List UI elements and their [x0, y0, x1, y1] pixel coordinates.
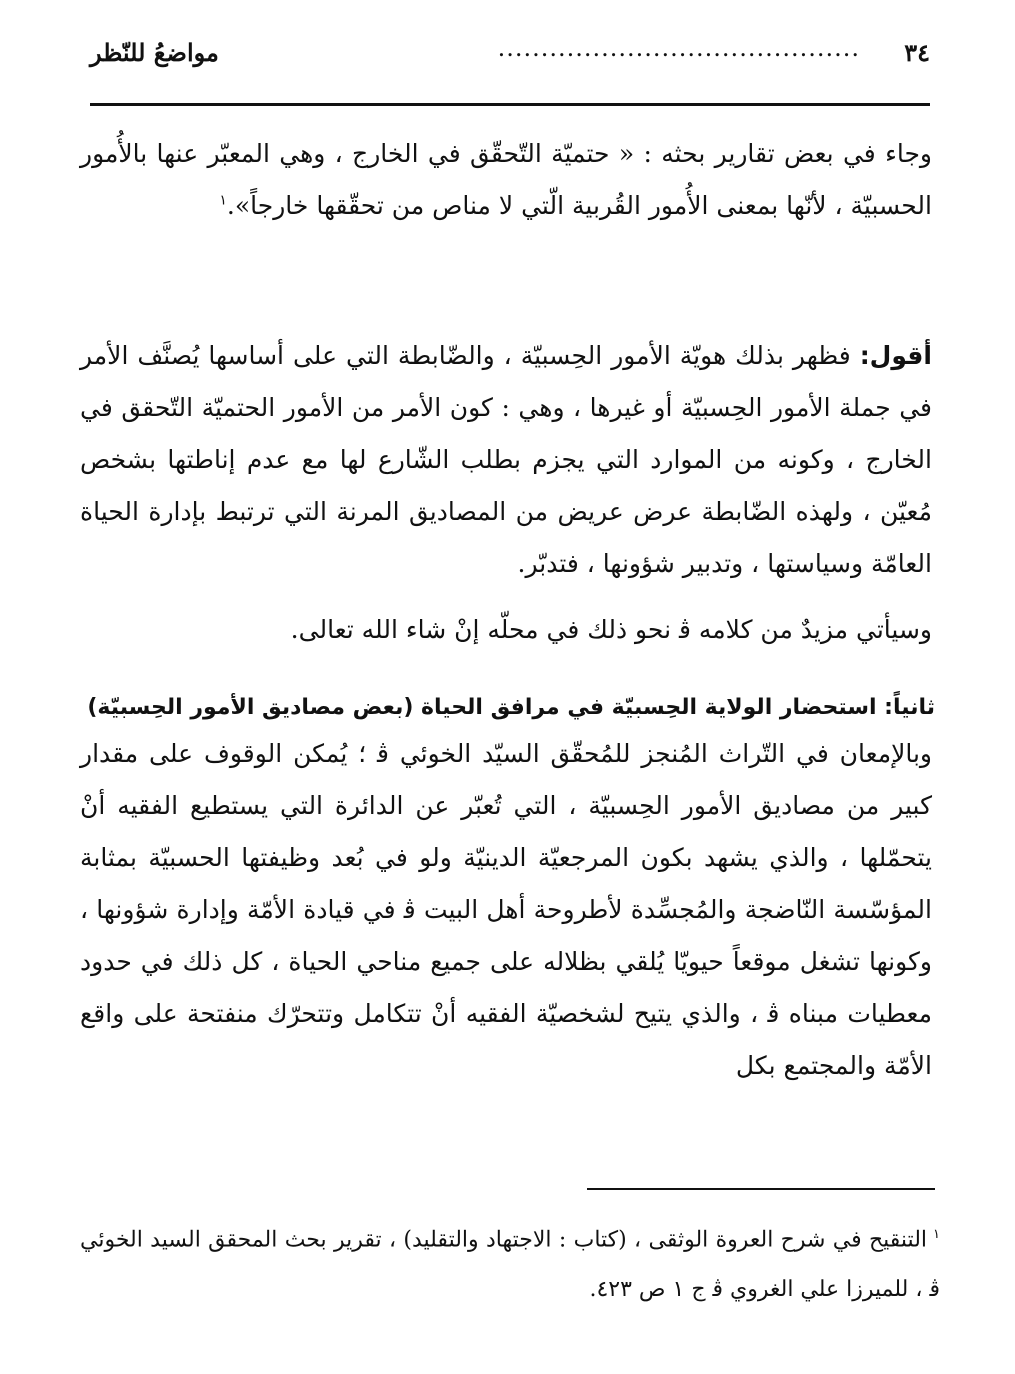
section-heading: ثانياً: استحضار الولاية الحِسبيّة في مرافق الحياة (بعض مصاديق الأمور الحِسبيّة)	[87, 695, 935, 720]
paragraph-quote-text: وجاء في بعض تقارير بحثه : « حتميّة التّحقّق في الخارج ، وهي المعبّر عنها بالأُمور الحسبيّة ، لأنّها بمعنى الأُمور القُربية الّتي لا مناص من تحقّقها خارجاً».	[80, 139, 932, 220]
paragraph-quote	[80, 128, 932, 232]
footnote-reference[interactable]: ١	[219, 192, 227, 209]
footnote	[80, 1210, 940, 1315]
header-dots: ..........................................	[497, 34, 860, 62]
running-title: مواضعُ للنّظر	[90, 38, 219, 67]
paragraph-followup: وسيأتي مزيدٌ من كلامه ﭬ نحو ذلك في محلّه إنْ شاء الله تعالى.	[290, 615, 932, 644]
paragraph-aqul-text: فظهر بذلك هويّة الأمور الحِسبيّة ، والضّابطة التي على أساسها يُصنَّف الأمر في جملة الأمور الحِسبيّة أو غيرها ، وهي : كون الأمر من الأمور الحتميّة التّحقق في الخارج ، وكونه من الموارد التي يجزم بطلب الشّارع لها مع عدم إناطتها بشخص مُعيّن ، ولهذه الضّابطة عرض عريض من المصاديق المرنة التي ترتبط بإدارة الحياة العامّة وسياستها ، وتدبير شؤونها ، فتدبّر.	[80, 341, 932, 578]
paragraph-main: وبالإمعان في التّراث المُنجز للمُحقّق السيّد الخوئي ﭬ ؛ يُمكن الوقوف على مقدار كبير من مصاديق الأمور الحِسبيّة ، التي تُعبّر عن الدائرة التي يستطيع الفقيه أنْ يتحمّلها ، والذي يشهد بكون المرجعيّة الدينيّة ولو في بُعد وظيفتها الحسبيّة بمثابة المؤسّسة النّاضجة والمُجسِّدة لأطروحة أهل البيت ﭬ في قيادة الأمّة وإدارة شؤونها ، وكونها تشغل موقعاً حيويّا يُلقي بظلاله على جميع مناحي الحياة ، كل ذلك في حدود معطيات مبناه ﭬ ، والذي يتيح لشخصيّة الفقيه أنْ تتكامل وتتحرّك منفتحة على واقع الأمّة والمجتمع بكل	[80, 739, 932, 1080]
footnote-number: ١	[933, 1227, 940, 1242]
page-header	[90, 34, 930, 78]
footnote-rule	[587, 1188, 935, 1190]
header-rule	[90, 103, 930, 106]
paragraph-aqul	[80, 330, 932, 590]
footnote-text: التنقيح في شرح العروة الوثقى ، (كتاب : الاجتهاد والتقليد) ، تقرير بحث المحقق السيد الخوئي ﭬ ، للميرزا علي الغروي ﭬ ج ١ ص ٤٢٣.	[80, 1227, 940, 1303]
paragraph-lead-word: أقول:	[859, 341, 932, 370]
page-number: ٣٤	[904, 38, 930, 67]
